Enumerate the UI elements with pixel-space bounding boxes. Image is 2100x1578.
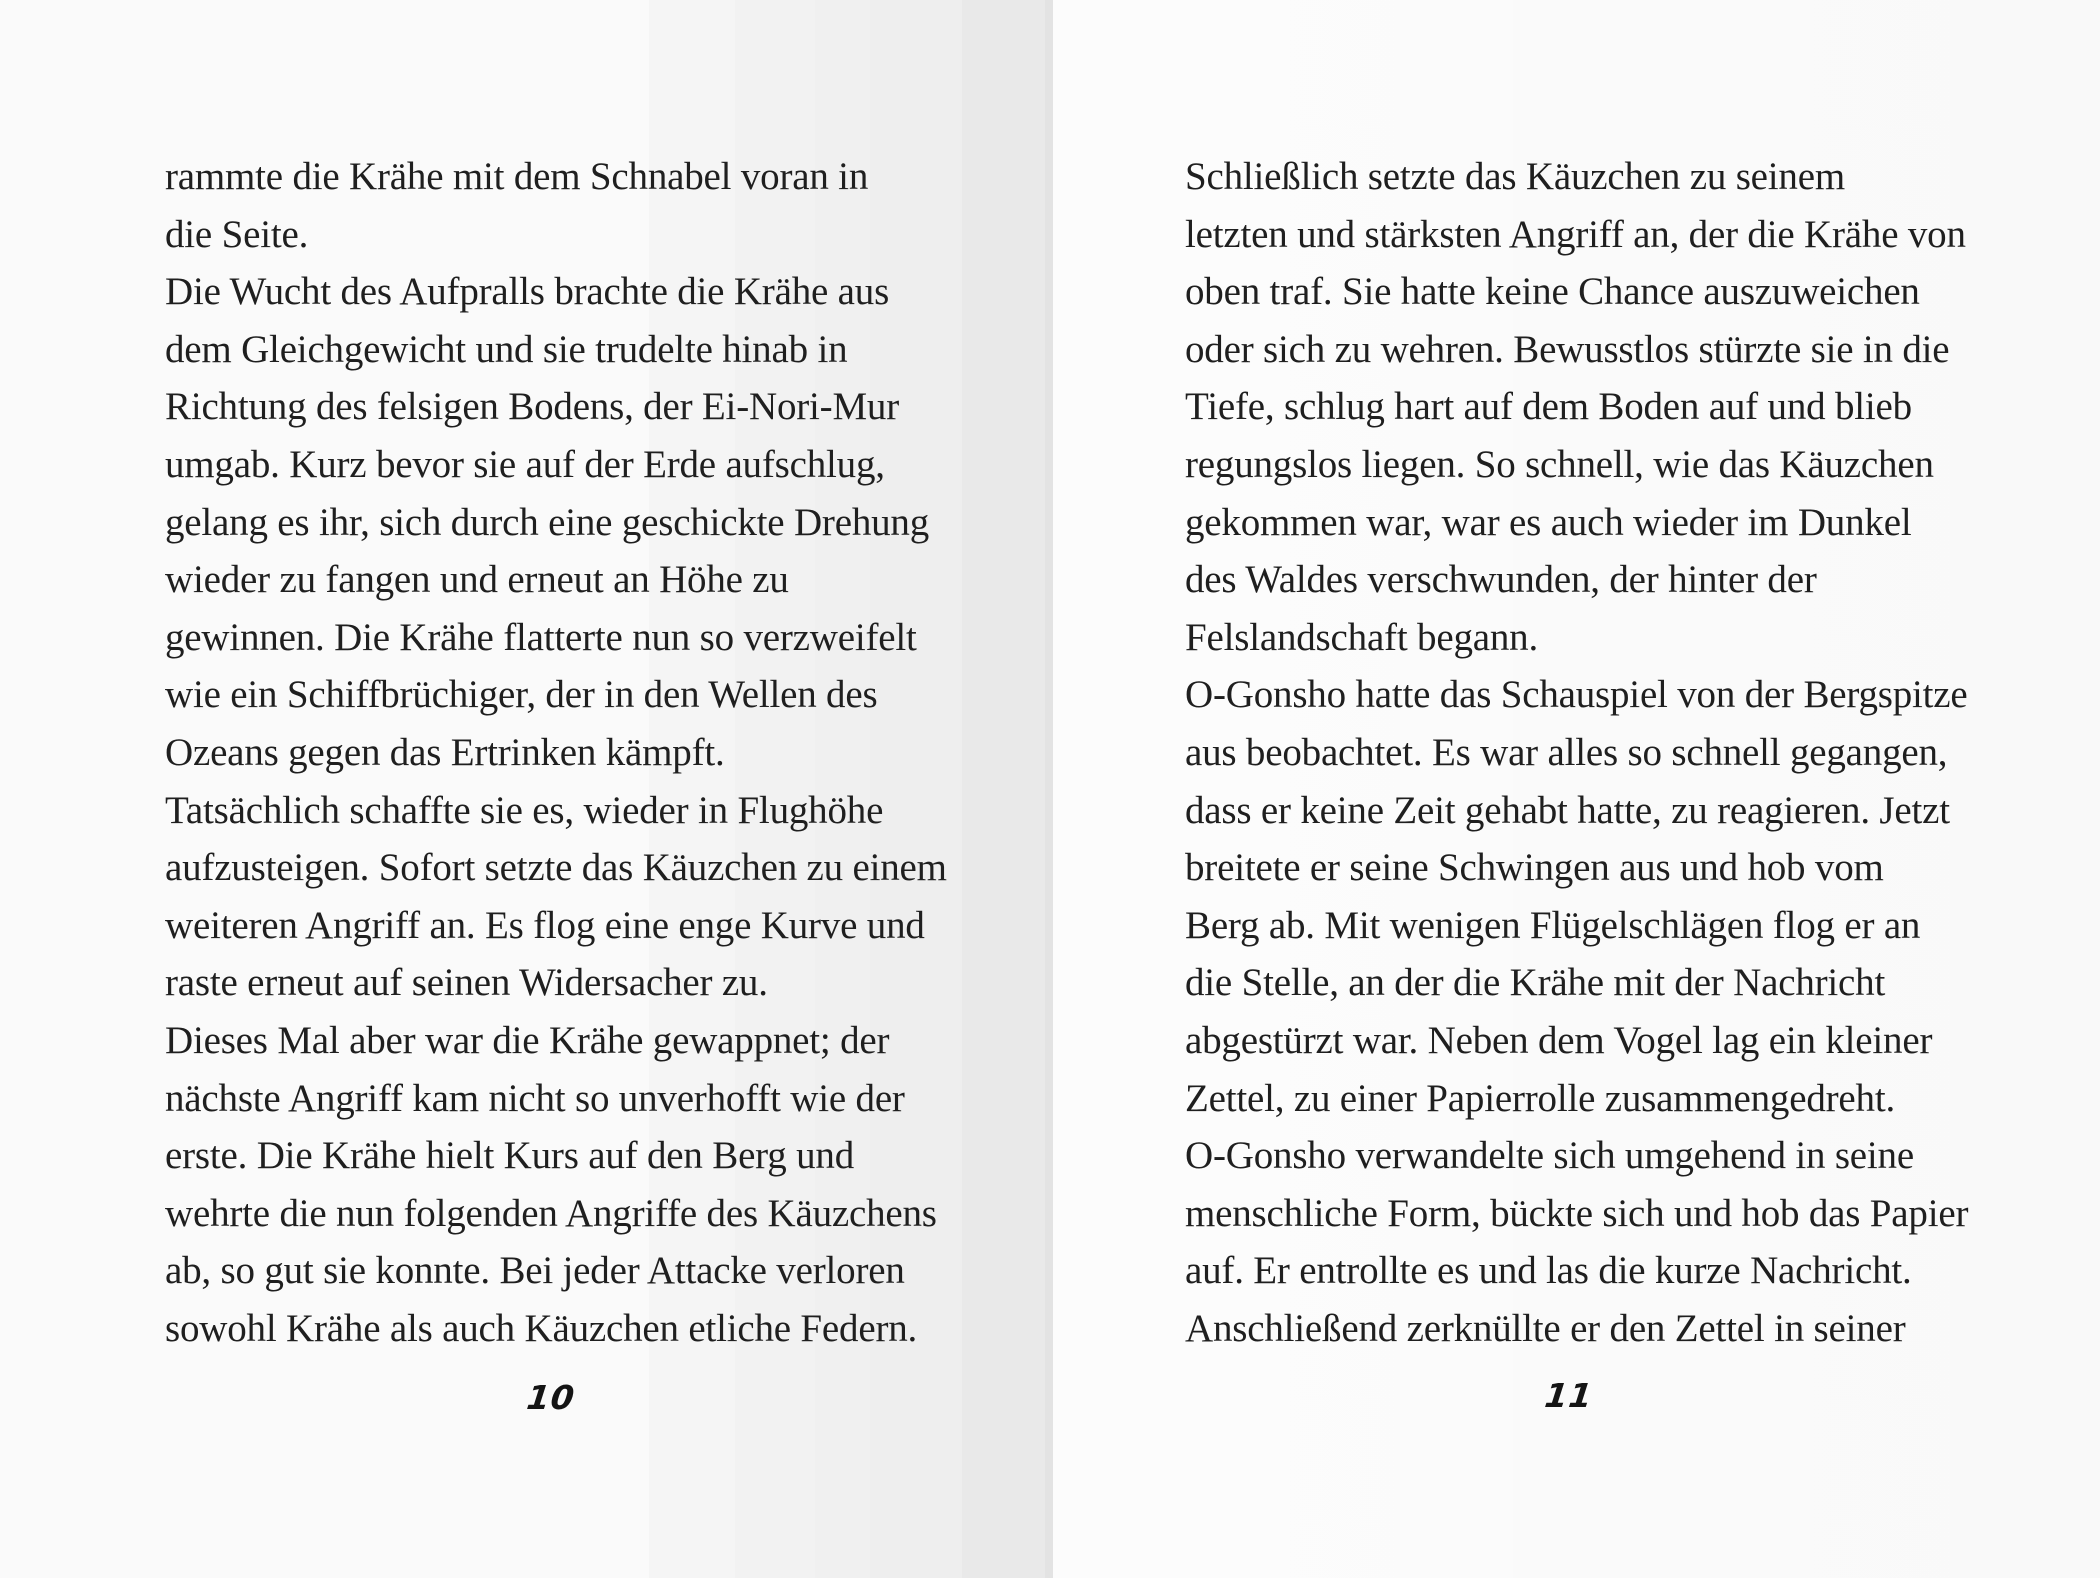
text-line: sowohl Krähe als auch Käuzchen etliche Federn. xyxy=(165,1306,918,1350)
text-line: auf. Er entrollte es und las die kurze Nachricht. xyxy=(1185,1249,1912,1293)
text-line: Felslandschaft begann. xyxy=(1185,615,1538,659)
text-line: weiteren Angriff an. Es flog eine enge Kurve und xyxy=(165,903,925,947)
text-line: Berg ab. Mit wenigen Flügelschlägen flog er an xyxy=(1185,903,1921,947)
text-line: gewinnen. Die Krähe flatterte nun so verzweifelt xyxy=(165,615,917,659)
text-line: des Waldes verschwunden, der hinter der xyxy=(1185,558,1817,602)
page-right xyxy=(1053,0,2100,1578)
text-line: letzten und stärksten Angriff an, der die Krähe von xyxy=(1185,212,1966,256)
text-line: Richtung des felsigen Bodens, der Ei-Nori-Mur xyxy=(165,385,900,429)
text-line: nächste Angriff kam nicht so unverhofft wie der xyxy=(165,1076,905,1120)
text-line: wehrte die nun folgenden Angriffe des Käuzchens xyxy=(165,1191,937,1235)
text-line: oben traf. Sie hatte keine Chance auszuweichen xyxy=(1185,270,1920,314)
text-line: regungslos liegen. So schnell, wie das Käuzchen xyxy=(1185,442,1934,486)
text-line: die Seite. xyxy=(165,212,309,256)
text-line: erste. Die Krähe hielt Kurs auf den Berg und xyxy=(165,1134,855,1178)
text-line: Tatsächlich schaffte sie es, wieder in Flughöhe xyxy=(165,788,884,832)
text-line: umgab. Kurz bevor sie auf der Erde aufschlug, xyxy=(165,442,885,486)
text-line: Die Wucht des Aufpralls brachte die Krähe aus xyxy=(165,270,890,314)
page-number-10: 10 xyxy=(524,1378,578,1417)
text-line: abgestürzt war. Neben dem Vogel lag ein kleiner xyxy=(1185,1018,1933,1062)
text-line: Anschließend zerknüllte er den Zettel in seiner xyxy=(1185,1306,1906,1350)
page-10-text xyxy=(165,148,947,1357)
text-line: aufzusteigen. Sofort setzte das Käuzchen zu einem xyxy=(165,846,947,890)
text-line: dass er keine Zeit gehabt hatte, zu reagieren. Jetzt xyxy=(1185,788,1950,832)
text-line: wieder zu fangen und erneut an Höhe zu xyxy=(165,558,789,602)
text-line: gekommen war, war es auch wieder im Dunkel xyxy=(1185,500,1912,544)
text-line: gelang es ihr, sich durch eine geschickte Drehung xyxy=(165,500,930,544)
page-11-text xyxy=(1185,148,1968,1357)
text-line: oder sich zu wehren. Bewusstlos stürzte sie in die xyxy=(1185,327,1950,371)
text-line: wie ein Schiffbrüchiger, der in den Wellen des xyxy=(165,673,878,717)
text-line: Zettel, zu einer Papierrolle zusammengedreht. xyxy=(1185,1076,1896,1120)
text-line: Schließlich setzte das Käuzchen zu seinem xyxy=(1185,155,1845,198)
text-line: aus beobachtet. Es war alles so schnell gegangen, xyxy=(1185,730,1948,774)
text-line: Tiefe, schlug hart auf dem Boden auf und blieb xyxy=(1185,385,1912,429)
text-line: menschliche Form, bückte sich und hob das Papier xyxy=(1185,1191,1969,1235)
text-line: die Stelle, an der die Krähe mit der Nachricht xyxy=(1185,961,1886,1005)
page-number-11: 11 xyxy=(1542,1376,1596,1415)
text-line: raste erneut auf seinen Widersacher zu. xyxy=(165,961,768,1005)
text-line: O-Gonsho hatte das Schauspiel von der Bergspitze xyxy=(1185,673,1968,717)
text-line: O-Gonsho verwandelte sich umgehend in seine xyxy=(1185,1134,1914,1178)
text-line: breitete er seine Schwingen aus und hob vom xyxy=(1185,846,1884,890)
text-line: Dieses Mal aber war die Krähe gewappnet; der xyxy=(165,1018,890,1062)
text-line: ab, so gut sie konnte. Bei jeder Attacke verloren xyxy=(165,1249,905,1293)
text-line: dem Gleichgewicht und sie trudelte hinab in xyxy=(165,327,848,371)
text-line: rammte die Krähe mit dem Schnabel voran in xyxy=(165,155,869,198)
text-line: Ozeans gegen das Ertrinken kämpft. xyxy=(165,730,725,774)
